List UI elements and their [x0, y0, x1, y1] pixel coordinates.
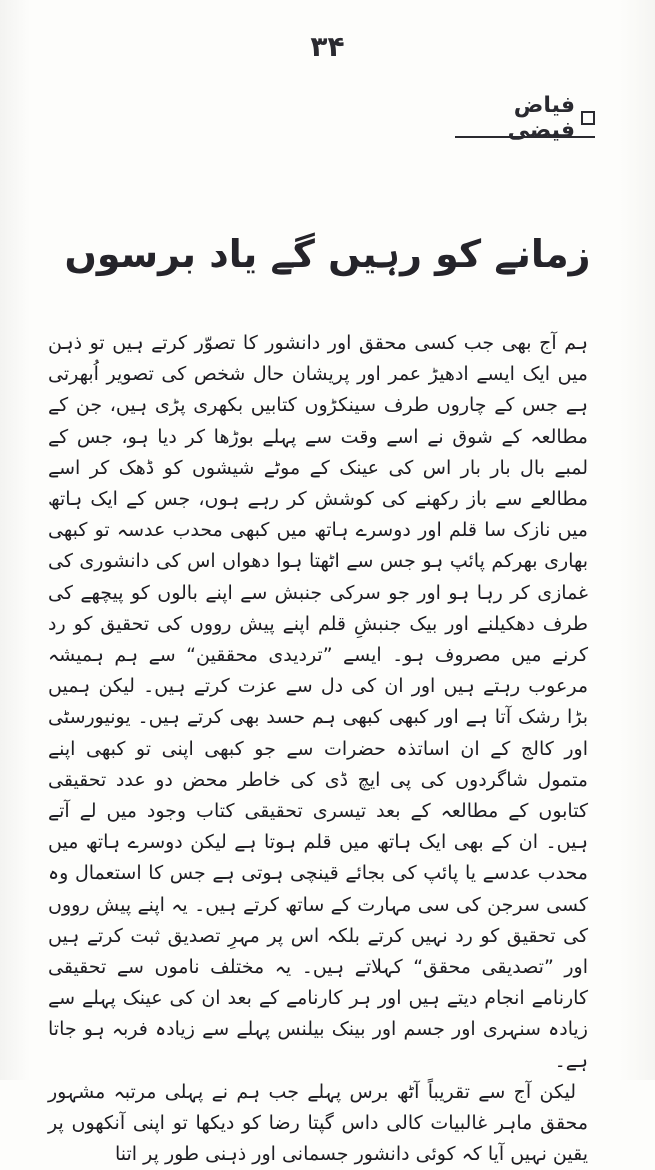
article-title: زمانے کو رہیں گے یاد برسوں [64, 232, 591, 276]
author-name: فیاض فیضی [507, 93, 575, 143]
paragraph-1: ہم آج بھی جب کسی محقق اور دانشور کا تصوّر کرتے ہیں تو ذہن میں ایک ایسے ادھیڑ عمر اور پریشان حال شخص کی تصویر اُبھرتی ہے جس کے چاروں طرف سینکڑوں کتابیں بکھری پڑی ہیں، جن کے مطالعہ کے شوق نے اسے وقت سے پہلے بوڑھا کر دیا ہو، جس کے لمبے بال بار بار اس کی عینک کے موٹے شیشوں کو ڈھک کر اسے مطالعے سے باز رکھنے کی کوشش کر رہے ہوں، جس کے ایک ہاتھ میں نازک سا قلم اور دوسرے ہاتھ میں کبھی محدب عدسہ تو کبھی بھاری بھرکم پائپ ہو جس سے اٹھتا ہوا دھواں اس کی دانشوری کی غمازی کر رہا ہو اور جو سرکی جنبش سے اپنے بالوں کو پیچھے کی طرف دھکیلنے اور بیک جنبشِ قلم اپنے پیش رووں کی تحقیق کو رد کرنے میں مصروف ہو۔ ایسے ”تردیدی محققین“ سے ہم ہمیشہ مرعوب رہتے ہیں اور ان کی دل سے عزت کرتے ہیں۔ لیکن ہمیں بڑا رشک آتا ہے اور کبھی کبھی ہم حسد بھی کرتے ہیں۔ یونیورسٹی اور کالج کے ان اساتذہ حضرات سے جو کبھی اپنی تو کبھی اپنے متمول شاگردوں کی پی ایچ ڈی کی خاطر محض دو عدد تحقیقی کتابوں کے مطالعہ کے بعد تیسری تحقیقی کتاب وجود میں لے آتے ہیں۔ ان کے بھی ایک ہاتھ میں قلم ہوتا ہے لیکن دوسرے ہاتھ میں محدب عدسے یا پائپ کی بجائے قینچی ہوتی ہے جس کا استعمال وہ کسی سرجن کی سی مہارت کے ساتھ کرتے ہیں۔ یہ اپنے پیش رووں کی تحقیق کو رد نہیں کرتے بلکہ اس پر مہرِ تصدیق ثبت کرتے ہیں اور ”تصدیقی محقق“ کہلاتے ہیں۔ یہ مختلف ناموں سے تحقیقی کارنامے انجام دیتے ہیں اور ہر کارنامے کے بعد ان کی عینک پہلے سے زیادہ سنہری اور جسم اور بینک بیلنس پہلے سے زیادہ فربہ ہو جاتا ہے۔ [48, 332, 588, 1072]
author-heading [455, 93, 595, 143]
article-body [48, 328, 588, 1170]
paragraph-2: لیکن آج سے تقریباً آٹھ برس پہلے جب ہم نے پہلی مرتبہ مشہور محقق ماہر غالبیات کالی داس گپتا رضا کو دیکھا تو اپنی آنکھوں پر یقین نہیں آیا کہ کوئی دانشور جسمانی اور ذہنی طور پر اتنا [48, 1080, 588, 1166]
square-bullet-icon [581, 111, 595, 125]
page-number: ۳۴ [310, 30, 345, 63]
